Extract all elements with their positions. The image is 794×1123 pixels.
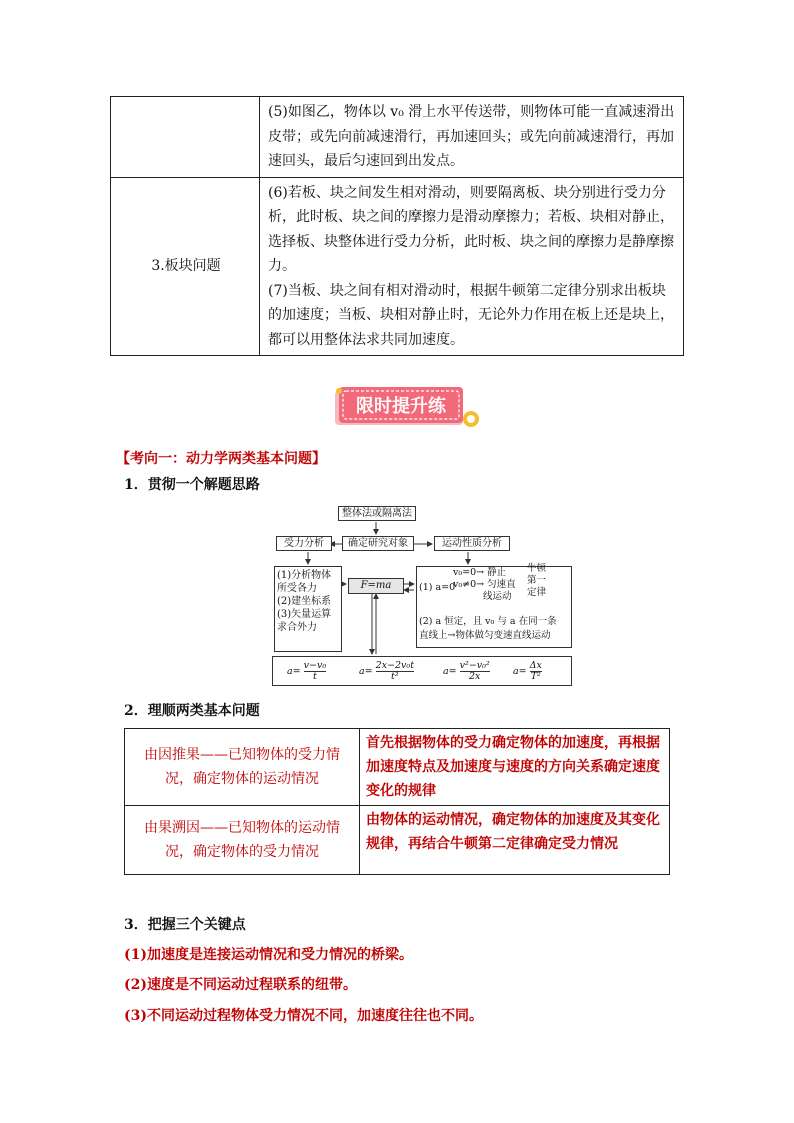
box-force-analysis: 受力分析 — [276, 536, 332, 551]
table-row — [111, 177, 684, 356]
case-line: v₀≠0→ 匀速直 — [453, 579, 516, 590]
table-row — [111, 97, 684, 178]
step-text: (2)建坐标系 — [277, 596, 332, 607]
case-line: 线运动 — [483, 591, 512, 602]
problem-types-table — [124, 728, 670, 875]
formula-1: a= $\frac{\text{v−v₀}}{t}$ — [287, 660, 327, 682]
table-cell-right: 首先根据物体的受力确定物体的加速度，再根据加速度特点及加速度与速度的方向关系确定速度变化的规律 — [360, 729, 670, 806]
box-motion-analysis: 运动性质分析 — [434, 536, 510, 551]
table-row — [125, 729, 670, 806]
table-cell-empty — [111, 97, 260, 178]
section-banner — [335, 387, 463, 427]
table-row — [125, 806, 670, 875]
newton-first-law-label — [527, 563, 546, 599]
heading-2: 2．理顺两类基本问题 — [124, 703, 260, 719]
formula-3: a= $\frac{\text{v²−v₀²}}{2x}$ — [443, 660, 490, 682]
case-1-label: (1) a=0 — [419, 582, 456, 593]
box-method: 整体法或隔离法 — [338, 506, 416, 521]
step-text: (1)分析物体 — [277, 570, 332, 581]
key-point-1: (1)加速度是连接运动情况和受力情况的桥梁。 — [124, 947, 413, 963]
label-line: 第一 — [527, 575, 547, 586]
label-line: 牛顿 — [527, 563, 547, 574]
paragraph: (5)如图乙，物体以 v₀ 滑上水平传送带，则物体可能一直减速滑出皮带；或先向前减速滑行，再加速回头；或先向前减速滑行，再加速回头，最后匀速回到出发点。 — [268, 104, 675, 169]
box-newton-law: F=ma — [348, 578, 404, 594]
case-line: v₀=0→ 静止 — [453, 567, 507, 578]
key-point-3: (3)不同运动过程物体受力情况不同，加速度往往也不同。 — [124, 1008, 483, 1024]
formula-4: a= $\frac{\Delta x}{\text{T²}}$ — [513, 660, 542, 682]
paragraph: (6)若板、块之间发生相对滑动，则要隔离板、块分别进行受力分析，此时板、块之间的摩擦力是滑动摩擦力；若板、块相对静止，选择板、块整体进行受力分析，此时板、块之间的摩擦力是静摩擦力。 — [268, 184, 674, 274]
table-cell — [260, 177, 684, 356]
heading-1: 1．贯彻一个解题思路 — [124, 477, 260, 493]
key-point-2: (2)速度是不同运动过程联系的纽带。 — [124, 977, 357, 993]
flow-diagram — [272, 504, 572, 686]
case-line: (2) a 恒定，且 v₀ 与 a 在同一条 — [419, 616, 557, 627]
table-cell — [260, 97, 684, 178]
case-1-detail — [453, 567, 516, 603]
paragraph: (7)当板、块之间有相对滑动时，根据牛顿第二定律分别求出板块的加速度；当板、块相对静止时，无论外力作用在板上还是块上，都可以用整体法求共同加速度。 — [268, 282, 674, 348]
box-object: 确定研究对象 — [342, 536, 414, 551]
table-cell-right: 由物体的运动情况，确定物体的加速度及其变化规律，再结合牛顿第二定律确定受力情况 — [360, 806, 670, 875]
banner-text: 限时提升练 — [356, 396, 446, 417]
formula-2: a= $\frac{\text{2x−2v₀t}}{\text{t²}}$ — [359, 660, 415, 682]
box-formulas — [272, 656, 572, 686]
case-2-detail — [419, 615, 557, 643]
step-text: (3)矢量运算 — [277, 609, 332, 620]
table-cell-left: 由因推果——已知物体的受力情况，确定物体的运动情况 — [125, 729, 360, 806]
step-text: 所受各力 — [277, 583, 317, 594]
summary-table — [110, 96, 684, 356]
table-cell-left: 由果溯因——已知物体的运动情况，确定物体的受力情况 — [125, 806, 360, 875]
section-direction: 【考向一：动力学两类基本问题】 — [116, 451, 326, 467]
box-force-steps — [274, 566, 342, 652]
step-text: 求合外力 — [277, 622, 317, 633]
case-line: 直线上→物体做匀变速直线运动 — [419, 630, 551, 641]
heading-3: 3．把握三个关键点 — [124, 917, 246, 933]
label-line: 定律 — [527, 587, 547, 598]
row-label: 3.板块问题 — [111, 177, 260, 356]
box-motion-cases — [416, 563, 572, 648]
